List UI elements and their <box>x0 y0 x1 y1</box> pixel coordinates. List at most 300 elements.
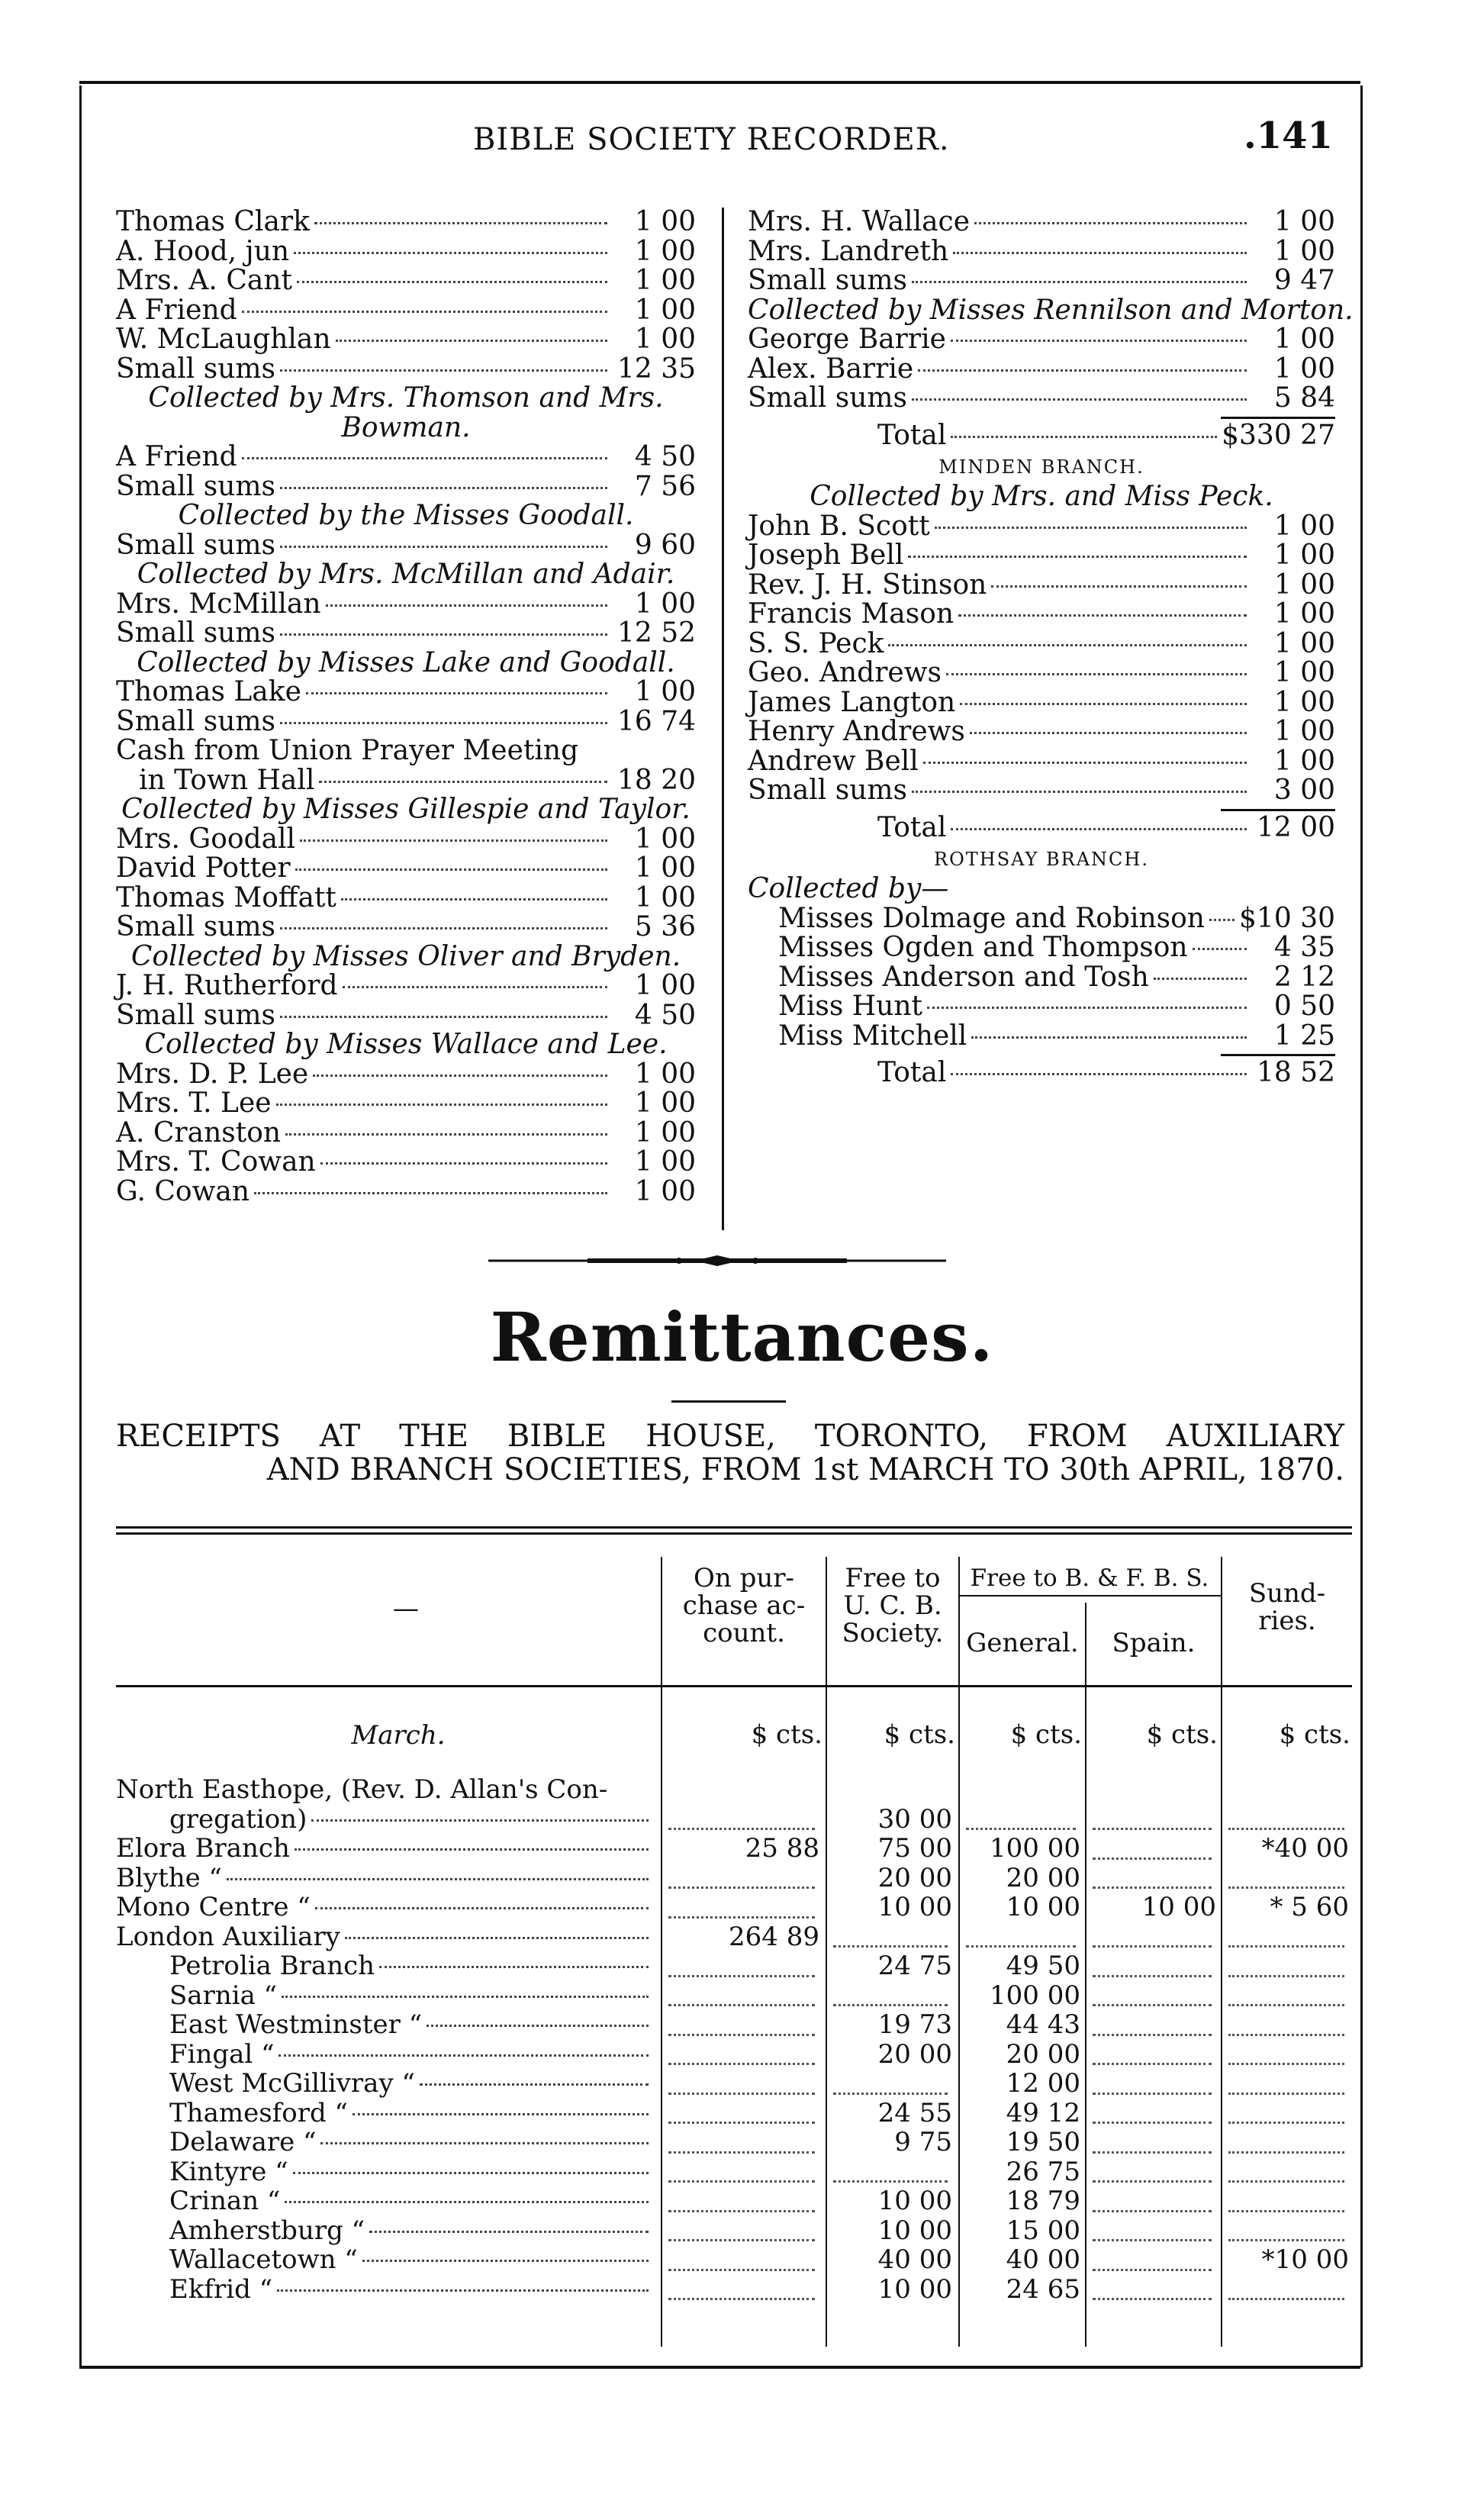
contributor-name: Small sums <box>748 382 908 414</box>
contribution-row <box>116 766 696 796</box>
dot-leader <box>908 556 1247 558</box>
empty-cell-spain <box>1093 1916 1212 1948</box>
dot-leader <box>1209 919 1235 921</box>
amount: 1 00 <box>1273 353 1335 385</box>
contributor-name: Thomas Lake <box>116 676 301 707</box>
ornament-rule <box>488 1255 946 1266</box>
running-title: BIBLE SOCIETY RECORDER. <box>473 122 950 157</box>
empty-cell-sundries <box>1228 2093 1344 2125</box>
contribution-row <box>116 355 696 385</box>
contributor-name: Mrs. D. P. Lee <box>116 1058 309 1090</box>
contribution-row <box>116 913 696 942</box>
table-cell-ucb: 30 00 <box>877 1803 952 1835</box>
table-row-name <box>116 1864 653 1893</box>
table-row-name <box>169 2245 653 2275</box>
empty-cell-spain <box>1093 2210 1212 2242</box>
empty-cell-purchase <box>668 2093 815 2125</box>
header-sundries <box>1222 1580 1352 1635</box>
amount: 1 00 <box>1273 716 1335 747</box>
dot-leader <box>280 487 607 489</box>
collector-heading: Collected by Mrs. and Miss Peck. <box>810 481 1273 512</box>
dot-leader <box>280 722 607 724</box>
table-row-name <box>169 2128 653 2157</box>
amount: 1 00 <box>1273 598 1335 630</box>
table-cell-ucb: 10 00 <box>877 2186 952 2216</box>
dot-leader <box>912 398 1247 401</box>
header-ucb-l2: U. C. B. <box>843 1590 942 1621</box>
amount: 7 56 <box>634 470 696 502</box>
contributor-name: David Potter <box>116 852 291 884</box>
amount: 1 00 <box>634 265 696 296</box>
amount: 1 00 <box>634 324 696 355</box>
amount: 4 35 <box>1273 932 1335 963</box>
table-cell-general: 12 00 <box>1006 2068 1080 2099</box>
row-label: gregation) <box>169 1803 307 1835</box>
amount: 1 00 <box>634 294 696 326</box>
contributor-name: Misses Ogden and Thompson <box>778 932 1188 963</box>
table-cell-general: 24 65 <box>1006 2273 1080 2305</box>
dot-leader <box>951 340 1247 342</box>
contribution-row <box>748 208 1335 237</box>
dot-leader <box>306 692 607 694</box>
empty-cell-ucb <box>833 1916 948 1948</box>
contribution-row <box>116 1089 696 1119</box>
empty-cell-spain <box>1093 2151 1212 2183</box>
empty-cell-purchase <box>668 1857 815 1890</box>
table-cell-general: 10 00 <box>1006 1892 1080 1922</box>
empty-cell-sundries <box>1228 1799 1344 1831</box>
contributor-name: Mrs. T. Lee <box>116 1087 272 1119</box>
dot-leader <box>285 2201 649 2203</box>
empty-cell-spain <box>1093 1857 1212 1890</box>
row-label: Crinan “ <box>169 2186 281 2216</box>
row-label: Petrolia Branch <box>169 1951 375 1981</box>
unit-general: $ cts. <box>1010 1719 1082 1750</box>
empty-cell-spain <box>1093 1799 1212 1831</box>
contribution-row <box>748 933 1335 963</box>
contributor-name: Misses Dolmage and Robinson <box>778 902 1205 934</box>
contribution-row <box>748 384 1335 414</box>
amount: 1 25 <box>1273 1020 1335 1052</box>
empty-cell-sundries <box>1228 1945 1344 1977</box>
dot-leader <box>912 281 1247 283</box>
title-rule <box>671 1400 786 1403</box>
table-row-name <box>169 1981 653 2011</box>
contributor-name: Andrew Bell <box>748 745 919 777</box>
table-cell-sundries: *40 00 <box>1261 1833 1349 1864</box>
contribution-row <box>748 963 1335 993</box>
unit-purchase: $ cts. <box>751 1719 822 1750</box>
table-cell-ucb: 40 00 <box>877 2244 952 2275</box>
dot-leader <box>280 633 607 636</box>
amount: 1 00 <box>1273 686 1335 718</box>
amount: 1 00 <box>634 1116 696 1149</box>
contributor-name: George Barrie <box>748 324 946 355</box>
contribution-row <box>116 707 696 737</box>
amount: $10 30 <box>1239 902 1335 934</box>
amount: 1 00 <box>634 1058 696 1090</box>
dot-leader <box>369 2231 649 2233</box>
total-row <box>748 421 1335 451</box>
empty-cell-spain <box>1093 2180 1212 2212</box>
table-cell-general: 49 50 <box>1006 1951 1080 1981</box>
contribution-row <box>748 355 1335 385</box>
table-cell-general: 44 43 <box>1006 2009 1080 2040</box>
table-cell-general: 18 79 <box>1006 2186 1080 2216</box>
contributor-name: A Friend <box>116 441 237 472</box>
contributor-name: Geo. Andrews <box>748 657 942 688</box>
dot-leader <box>951 436 1217 438</box>
dot-leader <box>1154 978 1247 980</box>
row-label: Thamesford “ <box>169 2097 348 2128</box>
amount: 1 00 <box>1273 235 1335 267</box>
row-label: Blythe “ <box>116 1862 222 1893</box>
contribution-row <box>116 208 696 237</box>
table-cell-purchase: 25 88 <box>745 1833 819 1864</box>
row-label: Mono Centre “ <box>116 1892 311 1922</box>
amount: 9 47 <box>1273 265 1335 296</box>
contribution-row <box>748 659 1335 688</box>
dot-leader <box>923 762 1247 764</box>
contribution-row-text <box>116 736 696 766</box>
amount: 1 00 <box>634 881 696 913</box>
contribution-row <box>116 678 696 707</box>
contribution-row <box>116 1116 696 1149</box>
header-purchase-l1: On pur- <box>694 1563 794 1593</box>
table-col-line <box>826 1557 827 2347</box>
contribution-row <box>116 1148 696 1178</box>
total-row <box>748 1058 1335 1088</box>
table-cell-sundries: * 5 60 <box>1270 1892 1349 1922</box>
table-col-line <box>1221 1557 1222 2347</box>
dot-leader <box>974 222 1247 224</box>
amount: 1 00 <box>634 1175 696 1207</box>
contributor-name: Small sums <box>116 529 276 561</box>
row-label: Delaware “ <box>169 2127 317 2157</box>
row-label: Amherstburg “ <box>169 2215 365 2246</box>
unit-ucb: $ cts. <box>884 1719 955 1750</box>
dot-leader <box>960 703 1247 705</box>
contribution-row <box>116 237 696 267</box>
empty-cell-ucb <box>833 2151 948 2183</box>
dot-leader <box>362 2260 649 2262</box>
table-cell-general: 40 00 <box>1006 2244 1080 2275</box>
table-cell-purchase: 264 89 <box>729 1921 819 1952</box>
contributor-name: in Town Hall <box>139 764 315 796</box>
contributor-name: Small sums <box>748 775 908 806</box>
dot-leader <box>420 2083 649 2086</box>
empty-cell-spain <box>1093 2093 1212 2125</box>
dot-leader <box>285 1133 607 1136</box>
amount: 1 00 <box>1273 657 1335 688</box>
remittances-table <box>116 1534 1352 2350</box>
contributor-name: Total <box>877 419 947 451</box>
amount: 4 50 <box>634 441 696 472</box>
table-col-line <box>1085 1603 1086 2347</box>
dot-leader <box>295 868 607 871</box>
table-row-name <box>116 1893 653 1922</box>
amount: 1 00 <box>634 588 696 620</box>
table-row-name <box>116 1834 653 1864</box>
page-number: .141 <box>1244 114 1333 157</box>
row-label: Fingal “ <box>169 2038 275 2070</box>
contribution-row <box>116 881 696 913</box>
header-general: General. <box>966 1628 1079 1658</box>
contributor-name: Mrs. A. Cant <box>116 265 292 296</box>
empty-cell-ucb <box>833 2063 948 2095</box>
dot-leader <box>326 604 607 607</box>
contribution-row <box>748 717 1335 747</box>
receipts-heading <box>116 1419 1344 1487</box>
table-cell-general: 100 00 <box>990 1833 1080 1864</box>
dot-leader <box>320 2142 649 2144</box>
amount: 9 60 <box>634 529 696 561</box>
amount: $330 27 <box>1222 419 1335 451</box>
contribution-row <box>748 776 1335 806</box>
header-ucb-l1: Free to <box>845 1563 941 1593</box>
table-row-name <box>169 2275 653 2305</box>
dash-header: — <box>393 1593 419 1624</box>
total-rule <box>748 1051 1335 1058</box>
contribution-row <box>748 266 1335 296</box>
amount: 1 00 <box>1273 510 1335 542</box>
contributor-name: W. McLaughlan <box>116 324 331 355</box>
table-row-name <box>169 2040 653 2070</box>
dot-leader <box>918 369 1247 372</box>
empty-cell-purchase <box>668 2151 815 2183</box>
dot-leader <box>254 1192 607 1194</box>
contributor-name: Francis Mason <box>748 598 954 630</box>
dot-leader <box>295 1848 649 1851</box>
column-divider <box>722 208 724 1230</box>
contribution-row <box>116 472 696 502</box>
amount: 12 52 <box>616 617 696 649</box>
row-label: Wallacetown “ <box>169 2244 358 2275</box>
page-bottom-rule <box>79 2366 1360 2369</box>
dot-leader <box>379 1966 649 1968</box>
amount: 1 00 <box>634 206 696 237</box>
table-cell-general: 26 75 <box>1006 2156 1080 2187</box>
header-purchase-l3: count. <box>703 1618 785 1648</box>
dot-leader <box>971 1036 1247 1039</box>
header-ucb-l3: Society. <box>842 1618 944 1648</box>
total-rule <box>748 806 1335 814</box>
contributor-name: Mrs. Landreth <box>748 235 949 267</box>
table-cell-general: 100 00 <box>990 1980 1080 2011</box>
empty-cell-purchase <box>668 2063 815 2095</box>
dot-leader <box>343 986 607 988</box>
contributor-name: Total <box>877 1057 947 1088</box>
contributor-name: A. Hood, jun <box>116 235 290 267</box>
empty-cell-spain <box>1093 2122 1212 2154</box>
empty-cell-purchase <box>668 1799 815 1831</box>
empty-cell-sundries <box>1228 1857 1344 1890</box>
dot-leader <box>293 2172 649 2174</box>
amount: 5 84 <box>1273 382 1335 414</box>
table-cell-ucb: 20 00 <box>877 2038 952 2070</box>
empty-cell-purchase <box>668 2269 815 2301</box>
contribution-row <box>116 1001 696 1031</box>
empty-cell-sundries <box>1228 2122 1344 2154</box>
amount: 1 00 <box>634 970 696 1001</box>
contribution-row <box>116 266 696 296</box>
table-top-rule <box>116 1526 1352 1529</box>
table-cell-general: 20 00 <box>1006 1862 1080 1893</box>
contribution-row <box>748 237 1335 267</box>
empty-cell-purchase <box>668 1975 815 2007</box>
contributor-name: Small sums <box>748 265 908 296</box>
dot-leader <box>300 839 607 842</box>
table-row-name <box>169 1805 653 1835</box>
header-sundries-l1: Sund- <box>1248 1578 1326 1609</box>
empty-cell-purchase <box>668 2210 815 2242</box>
empty-cell-sundries <box>1228 1916 1344 1948</box>
contributor-name: Mrs. T. Cowan <box>116 1146 316 1178</box>
amount: 1 00 <box>634 1146 696 1178</box>
empty-cell-spain <box>1093 1945 1212 1977</box>
contribution-row <box>116 619 696 649</box>
dot-leader <box>242 457 607 459</box>
contribution-row <box>116 825 696 855</box>
contributor-name: Total <box>877 811 947 843</box>
dot-leader <box>227 1878 649 1880</box>
dot-leader <box>970 732 1247 734</box>
table-row-name <box>169 2157 653 2187</box>
empty-cell-ucb <box>833 1975 948 2007</box>
amount: 16 74 <box>616 705 696 737</box>
empty-cell-spain <box>1093 2269 1212 2301</box>
empty-cell-spain <box>1093 2239 1212 2271</box>
amount: 12 35 <box>616 353 696 385</box>
empty-cell-sundries <box>1228 2180 1344 2212</box>
table-cell-sundries: *10 00 <box>1261 2244 1349 2275</box>
amount: 1 00 <box>1273 324 1335 355</box>
contribution-row <box>116 325 696 355</box>
contribution-row <box>748 541 1335 571</box>
dot-leader <box>311 1819 649 1822</box>
contribution-row <box>116 971 696 1001</box>
receipts-line-2: AND BRANCH SOCIETIES, FROM 1st MARCH TO 30th APRIL, 1870. <box>266 1452 1344 1487</box>
contribution-row <box>748 512 1335 542</box>
table-col-line <box>958 1557 960 2347</box>
contributor-name: Small sums <box>116 999 276 1031</box>
empty-cell-sundries <box>1228 2269 1344 2301</box>
amount: 1 00 <box>1273 206 1335 237</box>
amount: 1 00 <box>1273 745 1335 777</box>
contributor-name: Mrs. Goodall <box>116 823 296 855</box>
amount: 0 50 <box>1273 991 1335 1022</box>
row-label: East Westminster “ <box>169 2009 423 2040</box>
empty-cell-spain <box>1093 2034 1212 2066</box>
collector-heading: Collected by Misses Oliver and Bryden. <box>130 940 681 972</box>
dot-leader <box>927 1007 1247 1009</box>
dot-leader <box>278 2054 649 2057</box>
dot-leader <box>345 1937 649 1939</box>
empty-cell-spain <box>1093 2063 1212 2095</box>
dot-leader <box>242 311 607 313</box>
contributor-name: Small sums <box>116 353 276 385</box>
empty-cell-sundries <box>1228 2151 1344 2183</box>
unit-sundries: $ cts. <box>1279 1719 1350 1750</box>
table-cell-ucb: 10 00 <box>877 2215 952 2246</box>
table-cell-ucb: 24 75 <box>877 1951 952 1981</box>
amount: 1 00 <box>1273 540 1335 571</box>
contributor-name: A Friend <box>116 294 237 326</box>
contributor-name: Small sums <box>116 705 276 737</box>
table-row-name <box>169 2069 653 2099</box>
empty-cell-purchase <box>668 2180 815 2212</box>
collector-heading: Collected by Misses Gillespie and Taylor. <box>121 794 690 825</box>
collector-heading: Collected by Misses Wallace and Lee. <box>144 1029 668 1060</box>
empty-cell-sundries <box>1228 2034 1344 2066</box>
collector-heading: Collected by Mrs. Thomson and Mrs. <box>148 382 664 414</box>
collector-heading: Collected by the Misses Goodall. <box>178 500 634 531</box>
dot-leader <box>951 1073 1247 1075</box>
table-cell-ucb: 24 55 <box>877 2097 952 2128</box>
amount: 1 00 <box>1273 569 1335 601</box>
header-sundries-l2: ries. <box>1258 1606 1316 1636</box>
contribution-row <box>748 747 1335 777</box>
amount: 1 00 <box>634 235 696 267</box>
contributor-name: S. S. Peck <box>748 627 884 659</box>
header-bottom-rule <box>116 1685 1352 1687</box>
dot-leader <box>313 1075 607 1077</box>
table-cell-general: 19 50 <box>1006 2127 1080 2157</box>
table-cell-general: 15 00 <box>1006 2215 1080 2246</box>
table-cell-ucb: 10 00 <box>877 1892 952 1922</box>
empty-cell-purchase <box>668 2004 815 2036</box>
receipts-line-1: RECEIPTS AT THE BIBLE HOUSE, TORONTO, FROM AUXILIARY <box>116 1419 1344 1454</box>
table-cell-general: 49 12 <box>1006 2097 1080 2128</box>
contribution-row <box>748 571 1335 601</box>
dot-leader <box>427 2025 649 2027</box>
empty-cell-purchase <box>668 2122 815 2154</box>
contribution-row <box>748 904 1335 934</box>
dot-leader <box>320 1162 607 1165</box>
dot-leader <box>946 673 1247 675</box>
empty-cell-general <box>966 1799 1076 1831</box>
amount: 3 00 <box>1273 775 1335 806</box>
right-column <box>748 206 1354 1088</box>
empty-cell-spain <box>1093 1828 1212 1860</box>
row-label: North Easthope, (Rev. D. Allan's Con- <box>116 1774 608 1805</box>
dot-leader <box>280 1016 607 1018</box>
contributor-name: John B. Scott <box>748 510 930 542</box>
collector-heading: Bowman. <box>341 411 471 443</box>
empty-cell-sundries <box>1228 1975 1344 2007</box>
contribution-row <box>748 627 1335 659</box>
table-cell-ucb: 9 75 <box>894 2127 952 2157</box>
contributor-name: Joseph Bell <box>748 540 904 571</box>
empty-cell-sundries <box>1228 2063 1344 2095</box>
contributor-name: Rev. J. H. Stinson <box>748 569 987 601</box>
amount: 1 00 <box>634 676 696 707</box>
contributor-name: Alex. Barrie <box>748 353 914 385</box>
amount: 1 00 <box>634 852 696 884</box>
dot-leader <box>280 927 607 930</box>
amount: 1 00 <box>634 1087 696 1119</box>
contributor-name: Mrs. H. Wallace <box>748 206 971 237</box>
empty-cell-spain <box>1093 1975 1212 2007</box>
contributor-name: G. Cowan <box>116 1175 250 1207</box>
dot-leader <box>280 546 607 548</box>
amount: 4 50 <box>634 999 696 1031</box>
contributor-name: Miss Mitchell <box>778 1020 967 1052</box>
contribution-row <box>748 688 1335 718</box>
contribution-row <box>116 1060 696 1090</box>
dot-leader <box>1193 948 1247 950</box>
amount: 2 12 <box>1273 961 1335 993</box>
